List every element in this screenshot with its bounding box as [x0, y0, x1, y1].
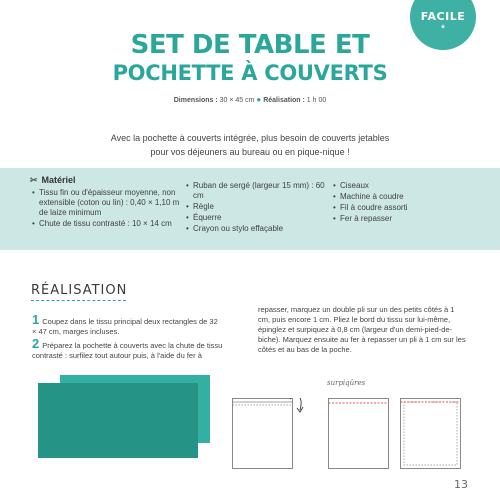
- materials-list-1: [32, 188, 182, 230]
- material-item: • Machine à coudre: [333, 192, 483, 202]
- step-1: [32, 312, 222, 337]
- step-text: Préparez la pochette à couverts avec la chute de tissu contrasté : surfilez tout autour puis, à l'aide du fer à: [32, 341, 223, 360]
- materials-list-2: [186, 181, 336, 235]
- materials-heading: [30, 175, 76, 186]
- material-item: • Ruban de sergé (largeur 15 mm) : 60 cm: [186, 181, 336, 201]
- step-2: [32, 336, 232, 361]
- dimensions-value: 30 × 45 cm: [219, 97, 255, 104]
- dimensions-label: Dimensions :: [173, 97, 218, 104]
- heading-underline: [31, 300, 126, 301]
- pocket-outline: [233, 399, 293, 469]
- bullet-icon: ●: [256, 95, 262, 104]
- step-number: 1: [32, 312, 40, 327]
- fabric-rectangle-front: [38, 383, 198, 458]
- step-2-continuation: repasser, marquez un double pli sur un des petits côtés à 1 cm, puis encore 1 cm. Pliez le bord du tissu sur lui-même, épinglez et surpiquez à 0,8 cm (largeur d'un demi-pied-de-biche). Marquez ensuite au fer à repasser un pli à 1 cm sur les côtés et au bas de la poche.: [258, 305, 466, 354]
- intro-line: pour vos déjeuners au bureau ou en pique-nique !: [150, 147, 350, 157]
- step-number: 2: [32, 336, 40, 351]
- materials-title: Matériel: [41, 175, 76, 185]
- star-icon: *: [440, 23, 446, 35]
- material-item: • Chute de tissu contrasté : 10 × 14 cm: [32, 219, 182, 229]
- project-specs: [0, 95, 500, 104]
- page-number: 13: [454, 478, 468, 491]
- material-item: • Crayon ou stylo effaçable: [186, 224, 336, 234]
- pocket-outline: [329, 399, 389, 469]
- realisation-heading: RÉALISATION: [31, 283, 128, 298]
- step-text: Coupez dans le tissu principal deux rectangles de 32 × 47 cm, marges incluses.: [32, 317, 218, 336]
- page-title-line2: POCHETTE À COUVERTS: [112, 61, 388, 85]
- materials-list-3: [333, 181, 483, 225]
- diagram-pressed-pocket: [400, 398, 462, 470]
- duration-label: Réalisation :: [263, 97, 305, 104]
- page-title-line1: SET DE TABLE ET: [130, 30, 370, 60]
- diagram-folded-pocket: [232, 398, 310, 470]
- material-item: • Ciseaux: [333, 181, 483, 191]
- material-item: • Équerre: [186, 213, 336, 223]
- difficulty-label: FACILE: [420, 10, 466, 23]
- intro-paragraph: [80, 131, 420, 159]
- material-item: • Fer à repasser: [333, 214, 483, 224]
- stitch-annotation: surpiqûres: [327, 379, 366, 387]
- material-item: • Tissu fin ou d'épaisseur moyenne, non extensible (coton ou lin) : 0,40 × 1,10 m de laize minimum: [32, 188, 182, 218]
- material-item: • Règle: [186, 202, 336, 212]
- diagram-stitched-pocket: [328, 398, 390, 470]
- duration-value: 1 h 00: [306, 97, 327, 104]
- material-item: • Fil à coudre assorti: [333, 203, 483, 213]
- intro-line: Avec la pochette à couverts intégrée, plus besoin de couverts jetables: [110, 133, 390, 143]
- scissors-icon: ✂: [30, 175, 38, 185]
- pocket-outline: [401, 399, 461, 469]
